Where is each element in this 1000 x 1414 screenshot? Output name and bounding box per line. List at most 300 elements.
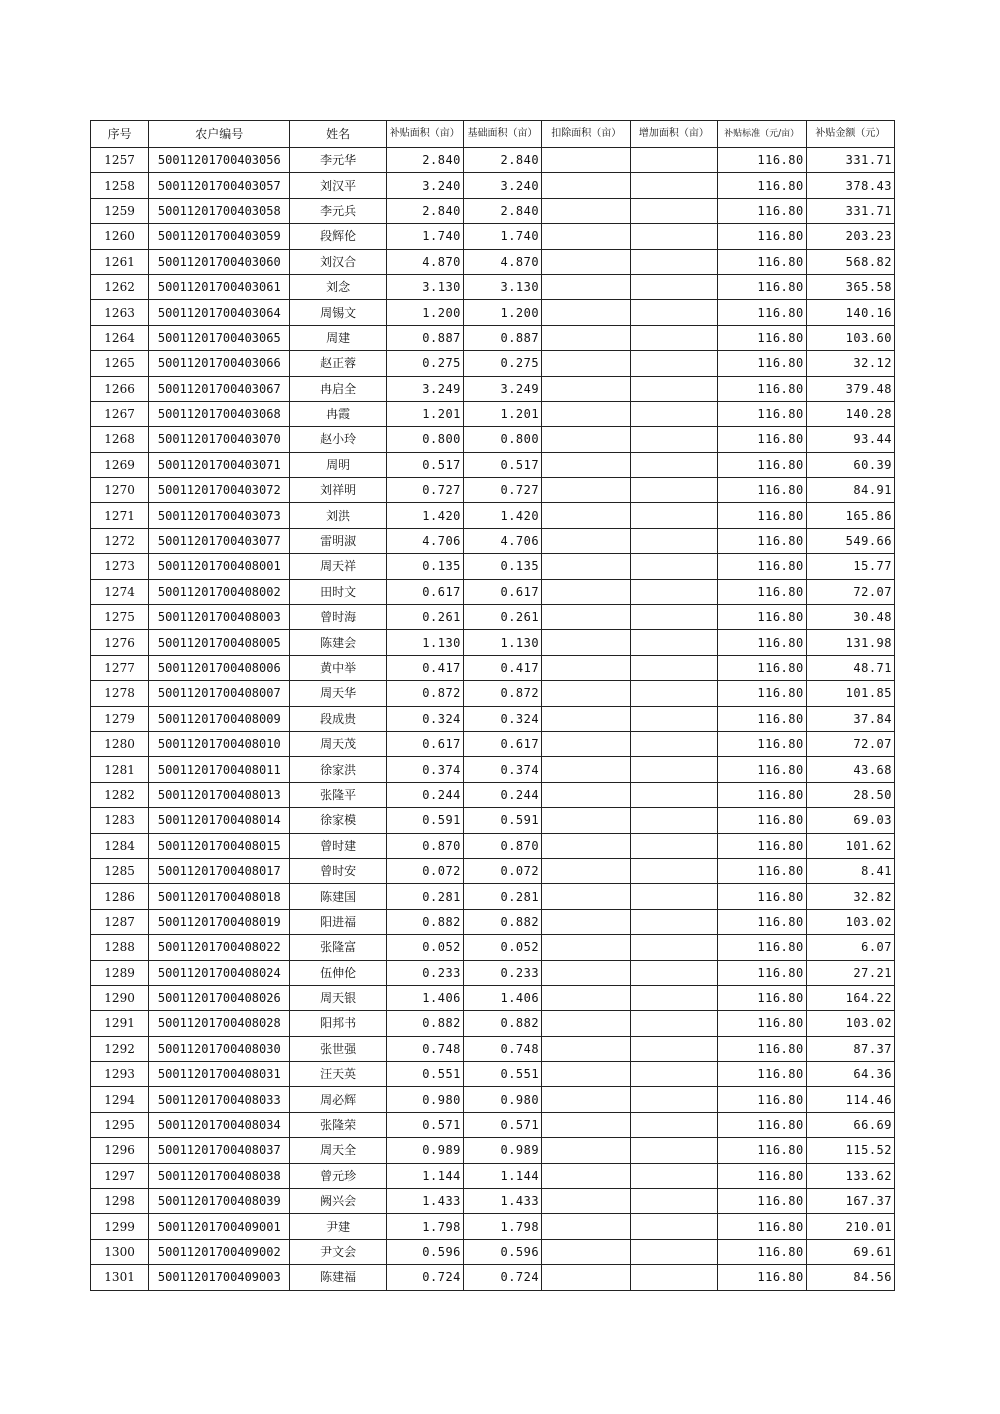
table-row [91, 757, 895, 782]
cell-subsidy-amount: 27.21 [806, 960, 894, 985]
cell-added-area [631, 1036, 717, 1061]
cell-base-area: 0.244 [463, 782, 541, 807]
cell-subsidy-area: 0.052 [386, 935, 463, 960]
cell-deducted-area [542, 706, 631, 731]
cell-deducted-area [542, 833, 631, 858]
cell-farmer-id: 50011201700408031 [149, 1062, 290, 1087]
cell-base-area: 0.275 [463, 351, 541, 376]
cell-subsidy-amount: 549.66 [806, 528, 894, 553]
cell-subsidy-amount: 379.48 [806, 376, 894, 401]
cell-base-area: 0.135 [463, 554, 541, 579]
cell-added-area [631, 1239, 717, 1264]
cell-base-area: 2.840 [463, 148, 541, 173]
cell-base-area: 3.249 [463, 376, 541, 401]
cell-base-area: 0.870 [463, 833, 541, 858]
cell-farmer-id: 50011201700408010 [149, 731, 290, 756]
cell-subsidy-rate: 116.80 [717, 1036, 806, 1061]
cell-subsidy-rate: 116.80 [717, 274, 806, 299]
cell-farmer-name: 冉启全 [290, 376, 386, 401]
cell-subsidy-area: 0.748 [386, 1036, 463, 1061]
cell-added-area [631, 833, 717, 858]
cell-deducted-area [542, 1036, 631, 1061]
cell-added-area [631, 325, 717, 350]
cell-added-area [631, 960, 717, 985]
cell-base-area: 3.240 [463, 173, 541, 198]
table-row [91, 452, 895, 477]
cell-deducted-area [542, 935, 631, 960]
cell-added-area [631, 757, 717, 782]
cell-subsidy-rate: 116.80 [717, 1138, 806, 1163]
cell-deducted-area [542, 173, 631, 198]
cell-deducted-area [542, 1214, 631, 1239]
cell-farmer-name: 陈建福 [290, 1265, 386, 1290]
table-row [91, 884, 895, 909]
cell-deducted-area [542, 1239, 631, 1264]
table-row [91, 249, 895, 274]
cell-base-area: 0.261 [463, 605, 541, 630]
cell-subsidy-area: 3.240 [386, 173, 463, 198]
cell-farmer-id: 50011201700408002 [149, 579, 290, 604]
table-row [91, 1189, 895, 1214]
cell-row-index: 1288 [91, 935, 149, 960]
cell-subsidy-area: 0.980 [386, 1087, 463, 1112]
cell-subsidy-rate: 116.80 [717, 351, 806, 376]
cell-farmer-id: 50011201700403067 [149, 376, 290, 401]
cell-farmer-name: 周建 [290, 325, 386, 350]
cell-subsidy-area: 0.800 [386, 427, 463, 452]
cell-row-index: 1298 [91, 1189, 149, 1214]
table-body [91, 148, 895, 1291]
cell-subsidy-amount: 15.77 [806, 554, 894, 579]
cell-added-area [631, 1062, 717, 1087]
cell-subsidy-rate: 116.80 [717, 300, 806, 325]
cell-added-area [631, 198, 717, 223]
cell-subsidy-rate: 116.80 [717, 706, 806, 731]
cell-farmer-id: 50011201700403057 [149, 173, 290, 198]
table-row [91, 427, 895, 452]
table-row [91, 985, 895, 1010]
cell-subsidy-amount: 165.86 [806, 503, 894, 528]
cell-row-index: 1277 [91, 655, 149, 680]
cell-deducted-area [542, 198, 631, 223]
cell-base-area: 0.374 [463, 757, 541, 782]
cell-subsidy-amount: 210.01 [806, 1214, 894, 1239]
cell-base-area: 0.596 [463, 1239, 541, 1264]
cell-deducted-area [542, 554, 631, 579]
cell-row-index: 1301 [91, 1265, 149, 1290]
cell-subsidy-area: 1.144 [386, 1163, 463, 1188]
cell-base-area: 0.872 [463, 681, 541, 706]
table-row [91, 605, 895, 630]
cell-subsidy-area: 0.617 [386, 579, 463, 604]
cell-row-index: 1281 [91, 757, 149, 782]
cell-farmer-name: 黄中举 [290, 655, 386, 680]
cell-added-area [631, 681, 717, 706]
header-subsidy-area: 补贴面积（亩） [386, 121, 463, 148]
cell-deducted-area [542, 1163, 631, 1188]
table-row [91, 1138, 895, 1163]
cell-subsidy-area: 0.324 [386, 706, 463, 731]
cell-farmer-name: 曾元珍 [290, 1163, 386, 1188]
cell-farmer-id: 50011201700408015 [149, 833, 290, 858]
cell-farmer-name: 徐家模 [290, 808, 386, 833]
cell-subsidy-rate: 116.80 [717, 1265, 806, 1290]
table-row [91, 579, 895, 604]
table-row [91, 935, 895, 960]
cell-added-area [631, 478, 717, 503]
cell-subsidy-amount: 114.46 [806, 1087, 894, 1112]
table-row [91, 1112, 895, 1137]
cell-farmer-id: 50011201700408011 [149, 757, 290, 782]
cell-deducted-area [542, 731, 631, 756]
cell-farmer-id: 50011201700408037 [149, 1138, 290, 1163]
cell-row-index: 1285 [91, 858, 149, 883]
cell-subsidy-rate: 116.80 [717, 325, 806, 350]
cell-added-area [631, 1011, 717, 1036]
cell-farmer-id: 50011201700403068 [149, 401, 290, 426]
cell-farmer-name: 雷明淑 [290, 528, 386, 553]
cell-added-area [631, 554, 717, 579]
cell-subsidy-rate: 116.80 [717, 224, 806, 249]
table-row [91, 1011, 895, 1036]
cell-subsidy-area: 0.882 [386, 1011, 463, 1036]
cell-farmer-id: 50011201700409003 [149, 1265, 290, 1290]
cell-subsidy-amount: 37.84 [806, 706, 894, 731]
cell-added-area [631, 452, 717, 477]
cell-subsidy-amount: 167.37 [806, 1189, 894, 1214]
cell-subsidy-amount: 103.02 [806, 1011, 894, 1036]
cell-farmer-name: 段辉伦 [290, 224, 386, 249]
cell-subsidy-rate: 116.80 [717, 808, 806, 833]
cell-farmer-name: 李元兵 [290, 198, 386, 223]
cell-added-area [631, 1112, 717, 1137]
cell-base-area: 0.281 [463, 884, 541, 909]
cell-added-area [631, 731, 717, 756]
cell-deducted-area [542, 300, 631, 325]
table-row [91, 1239, 895, 1264]
cell-subsidy-rate: 116.80 [717, 1189, 806, 1214]
cell-subsidy-amount: 378.43 [806, 173, 894, 198]
cell-base-area: 1.740 [463, 224, 541, 249]
cell-base-area: 0.800 [463, 427, 541, 452]
cell-subsidy-amount: 84.91 [806, 478, 894, 503]
table-row [91, 1036, 895, 1061]
cell-added-area [631, 1087, 717, 1112]
table-row [91, 1163, 895, 1188]
cell-deducted-area [542, 427, 631, 452]
cell-subsidy-amount: 568.82 [806, 249, 894, 274]
cell-subsidy-rate: 116.80 [717, 1062, 806, 1087]
header-deducted-area: 扣除面积（亩） [542, 121, 631, 148]
cell-row-index: 1279 [91, 706, 149, 731]
cell-subsidy-rate: 116.80 [717, 1087, 806, 1112]
cell-farmer-id: 50011201700408038 [149, 1163, 290, 1188]
cell-row-index: 1282 [91, 782, 149, 807]
cell-subsidy-rate: 116.80 [717, 503, 806, 528]
cell-base-area: 1.130 [463, 630, 541, 655]
cell-base-area: 0.551 [463, 1062, 541, 1087]
table-row [91, 655, 895, 680]
cell-added-area [631, 1214, 717, 1239]
cell-subsidy-rate: 116.80 [717, 833, 806, 858]
cell-subsidy-rate: 116.80 [717, 528, 806, 553]
table-row [91, 274, 895, 299]
cell-subsidy-area: 4.870 [386, 249, 463, 274]
cell-farmer-name: 阙兴会 [290, 1189, 386, 1214]
cell-added-area [631, 173, 717, 198]
cell-row-index: 1263 [91, 300, 149, 325]
cell-subsidy-rate: 116.80 [717, 249, 806, 274]
cell-subsidy-area: 0.727 [386, 478, 463, 503]
cell-subsidy-area: 0.882 [386, 909, 463, 934]
cell-farmer-id: 50011201700403061 [149, 274, 290, 299]
cell-row-index: 1275 [91, 605, 149, 630]
cell-row-index: 1283 [91, 808, 149, 833]
cell-added-area [631, 858, 717, 883]
cell-subsidy-area: 4.706 [386, 528, 463, 553]
cell-subsidy-area: 3.249 [386, 376, 463, 401]
cell-base-area: 4.870 [463, 249, 541, 274]
cell-row-index: 1273 [91, 554, 149, 579]
cell-farmer-name: 陈建会 [290, 630, 386, 655]
cell-farmer-id: 50011201700403071 [149, 452, 290, 477]
cell-deducted-area [542, 224, 631, 249]
cell-subsidy-area: 0.989 [386, 1138, 463, 1163]
cell-subsidy-area: 0.617 [386, 731, 463, 756]
cell-subsidy-amount: 115.52 [806, 1138, 894, 1163]
cell-subsidy-area: 1.406 [386, 985, 463, 1010]
cell-subsidy-rate: 116.80 [717, 452, 806, 477]
cell-added-area [631, 808, 717, 833]
table-row [91, 528, 895, 553]
header-index: 序号 [91, 121, 149, 148]
cell-subsidy-amount: 133.62 [806, 1163, 894, 1188]
cell-deducted-area [542, 503, 631, 528]
table-row [91, 325, 895, 350]
cell-subsidy-rate: 116.80 [717, 655, 806, 680]
cell-row-index: 1264 [91, 325, 149, 350]
cell-deducted-area [542, 452, 631, 477]
cell-added-area [631, 528, 717, 553]
cell-deducted-area [542, 960, 631, 985]
cell-added-area [631, 274, 717, 299]
cell-row-index: 1270 [91, 478, 149, 503]
cell-subsidy-area: 3.130 [386, 274, 463, 299]
cell-farmer-id: 50011201700403072 [149, 478, 290, 503]
cell-farmer-id: 50011201700408013 [149, 782, 290, 807]
cell-farmer-name: 赵正蓉 [290, 351, 386, 376]
cell-deducted-area [542, 985, 631, 1010]
cell-farmer-id: 50011201700408005 [149, 630, 290, 655]
cell-added-area [631, 782, 717, 807]
cell-farmer-id: 50011201700408026 [149, 985, 290, 1010]
cell-subsidy-amount: 30.48 [806, 605, 894, 630]
header-name: 姓名 [290, 121, 386, 148]
cell-farmer-name: 伍伸伦 [290, 960, 386, 985]
cell-subsidy-amount: 6.07 [806, 935, 894, 960]
cell-added-area [631, 909, 717, 934]
cell-deducted-area [542, 655, 631, 680]
cell-subsidy-area: 1.798 [386, 1214, 463, 1239]
cell-subsidy-rate: 116.80 [717, 935, 806, 960]
cell-farmer-name: 刘汉合 [290, 249, 386, 274]
cell-base-area: 0.617 [463, 731, 541, 756]
cell-deducted-area [542, 148, 631, 173]
cell-subsidy-amount: 331.71 [806, 198, 894, 223]
cell-subsidy-amount: 32.82 [806, 884, 894, 909]
cell-base-area: 0.727 [463, 478, 541, 503]
cell-farmer-id: 50011201700408007 [149, 681, 290, 706]
cell-subsidy-amount: 140.16 [806, 300, 894, 325]
table-row [91, 1265, 895, 1290]
cell-subsidy-amount: 101.62 [806, 833, 894, 858]
cell-subsidy-amount: 87.37 [806, 1036, 894, 1061]
cell-row-index: 1274 [91, 579, 149, 604]
cell-farmer-id: 50011201700409001 [149, 1214, 290, 1239]
cell-row-index: 1261 [91, 249, 149, 274]
cell-base-area: 0.882 [463, 1011, 541, 1036]
cell-subsidy-amount: 140.28 [806, 401, 894, 426]
cell-farmer-id: 50011201700408001 [149, 554, 290, 579]
cell-row-index: 1287 [91, 909, 149, 934]
cell-farmer-id: 50011201700403073 [149, 503, 290, 528]
header-subsidy-amount: 补贴金额（元） [806, 121, 894, 148]
cell-added-area [631, 148, 717, 173]
cell-subsidy-area: 1.130 [386, 630, 463, 655]
table-row [91, 1062, 895, 1087]
cell-base-area: 1.798 [463, 1214, 541, 1239]
cell-subsidy-area: 0.596 [386, 1239, 463, 1264]
cell-row-index: 1260 [91, 224, 149, 249]
cell-farmer-id: 50011201700403066 [149, 351, 290, 376]
cell-added-area [631, 706, 717, 731]
table-row [91, 782, 895, 807]
cell-subsidy-area: 0.517 [386, 452, 463, 477]
cell-farmer-id: 50011201700408003 [149, 605, 290, 630]
cell-deducted-area [542, 858, 631, 883]
cell-base-area: 1.420 [463, 503, 541, 528]
cell-added-area [631, 300, 717, 325]
cell-base-area: 0.571 [463, 1112, 541, 1137]
table-row [91, 401, 895, 426]
cell-farmer-name: 张隆荣 [290, 1112, 386, 1137]
cell-subsidy-area: 0.551 [386, 1062, 463, 1087]
cell-base-area: 0.882 [463, 909, 541, 934]
header-farmer-id: 农户编号 [149, 121, 290, 148]
cell-subsidy-rate: 116.80 [717, 681, 806, 706]
cell-row-index: 1266 [91, 376, 149, 401]
cell-farmer-id: 50011201700403056 [149, 148, 290, 173]
cell-row-index: 1291 [91, 1011, 149, 1036]
cell-added-area [631, 985, 717, 1010]
cell-deducted-area [542, 757, 631, 782]
cell-deducted-area [542, 782, 631, 807]
cell-deducted-area [542, 1062, 631, 1087]
cell-farmer-name: 刘汉平 [290, 173, 386, 198]
cell-farmer-id: 50011201700403064 [149, 300, 290, 325]
cell-farmer-name: 曾时海 [290, 605, 386, 630]
cell-farmer-id: 50011201700408009 [149, 706, 290, 731]
cell-farmer-id: 50011201700408019 [149, 909, 290, 934]
cell-farmer-name: 徐家洪 [290, 757, 386, 782]
cell-subsidy-area: 0.244 [386, 782, 463, 807]
cell-row-index: 1296 [91, 1138, 149, 1163]
cell-added-area [631, 1265, 717, 1290]
cell-subsidy-amount: 72.07 [806, 731, 894, 756]
cell-subsidy-rate: 116.80 [717, 630, 806, 655]
cell-added-area [631, 376, 717, 401]
cell-deducted-area [542, 808, 631, 833]
cell-farmer-name: 张世强 [290, 1036, 386, 1061]
cell-subsidy-amount: 203.23 [806, 224, 894, 249]
table-row [91, 731, 895, 756]
cell-subsidy-area: 2.840 [386, 148, 463, 173]
cell-subsidy-area: 0.072 [386, 858, 463, 883]
subsidy-table [90, 120, 895, 1291]
table-row [91, 503, 895, 528]
cell-subsidy-rate: 116.80 [717, 909, 806, 934]
cell-farmer-name: 阳邦书 [290, 1011, 386, 1036]
cell-subsidy-area: 0.417 [386, 655, 463, 680]
cell-farmer-name: 周天祥 [290, 554, 386, 579]
cell-base-area: 1.406 [463, 985, 541, 1010]
cell-farmer-id: 50011201700408033 [149, 1087, 290, 1112]
cell-subsidy-rate: 116.80 [717, 985, 806, 1010]
cell-row-index: 1280 [91, 731, 149, 756]
table-row [91, 351, 895, 376]
cell-row-index: 1290 [91, 985, 149, 1010]
cell-subsidy-amount: 66.69 [806, 1112, 894, 1137]
cell-added-area [631, 401, 717, 426]
cell-farmer-name: 尹建 [290, 1214, 386, 1239]
cell-deducted-area [542, 478, 631, 503]
cell-farmer-id: 50011201700409002 [149, 1239, 290, 1264]
cell-row-index: 1297 [91, 1163, 149, 1188]
table-row [91, 198, 895, 223]
cell-deducted-area [542, 376, 631, 401]
cell-subsidy-amount: 60.39 [806, 452, 894, 477]
cell-base-area: 0.072 [463, 858, 541, 883]
cell-deducted-area [542, 274, 631, 299]
cell-subsidy-area: 1.740 [386, 224, 463, 249]
cell-deducted-area [542, 351, 631, 376]
cell-row-index: 1276 [91, 630, 149, 655]
cell-added-area [631, 630, 717, 655]
cell-subsidy-area: 0.870 [386, 833, 463, 858]
cell-subsidy-amount: 43.68 [806, 757, 894, 782]
cell-base-area: 0.233 [463, 960, 541, 985]
cell-subsidy-rate: 116.80 [717, 605, 806, 630]
cell-deducted-area [542, 1265, 631, 1290]
cell-row-index: 1293 [91, 1062, 149, 1087]
cell-row-index: 1262 [91, 274, 149, 299]
cell-subsidy-area: 1.420 [386, 503, 463, 528]
cell-subsidy-rate: 116.80 [717, 376, 806, 401]
cell-subsidy-rate: 116.80 [717, 198, 806, 223]
cell-farmer-name: 冉霞 [290, 401, 386, 426]
cell-farmer-name: 刘洪 [290, 503, 386, 528]
table-row [91, 224, 895, 249]
cell-added-area [631, 224, 717, 249]
table-row [91, 706, 895, 731]
table-row [91, 148, 895, 173]
cell-deducted-area [542, 630, 631, 655]
cell-row-index: 1267 [91, 401, 149, 426]
cell-subsidy-area: 0.275 [386, 351, 463, 376]
cell-subsidy-area: 0.571 [386, 1112, 463, 1137]
table-row [91, 808, 895, 833]
cell-subsidy-amount: 72.07 [806, 579, 894, 604]
